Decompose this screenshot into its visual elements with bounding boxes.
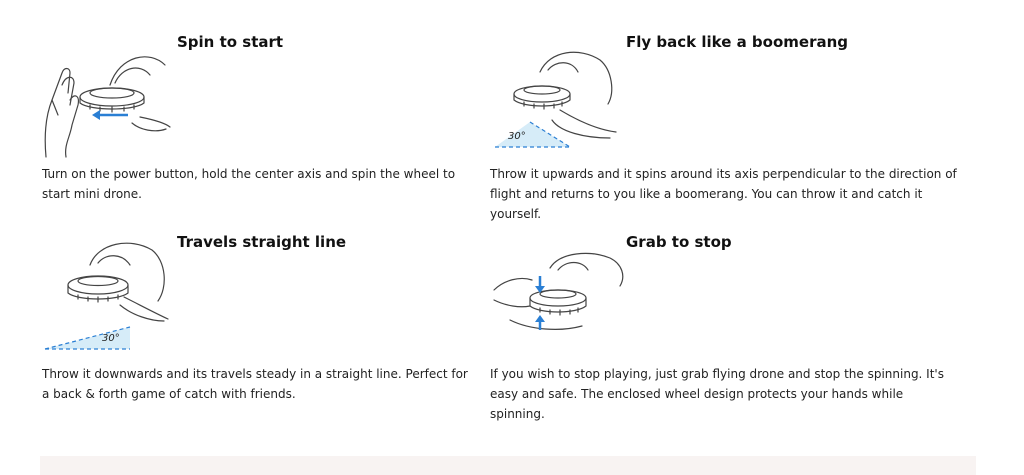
section-title: Travels straight line	[177, 233, 347, 251]
hand-throwing-drone-upward-icon	[490, 42, 620, 152]
hand-spinning-drone-icon	[40, 45, 175, 160]
angle-label: 30°	[102, 333, 120, 344]
section-description: Throw it downwards and its travels steady in a straight line. Perfect for a back & forth game of catch with friends.	[42, 367, 468, 401]
footer-band	[40, 456, 976, 475]
section-description: If you wish to stop playing, just grab flying drone and stop the spinning. It's easy and safe. The enclosed wheel design protects your hands while spinning.	[490, 367, 944, 421]
hand-throwing-drone-downward-icon	[40, 235, 180, 353]
section-title: Fly back like a boomerang	[626, 33, 849, 51]
section-description: Throw it upwards and it spins around its axis perpendicular to the direction of flight and returns to you like a boomerang. You can throw it and catch it yourself.	[490, 167, 957, 221]
hands-grabbing-drone-icon	[490, 250, 630, 340]
angle-label: 30°	[508, 131, 526, 142]
section-title: Grab to stop	[626, 233, 732, 251]
section-description: Turn on the power button, hold the center axis and spin the wheel to start mini drone.	[42, 167, 456, 201]
section-title: Spin to start	[177, 33, 284, 51]
